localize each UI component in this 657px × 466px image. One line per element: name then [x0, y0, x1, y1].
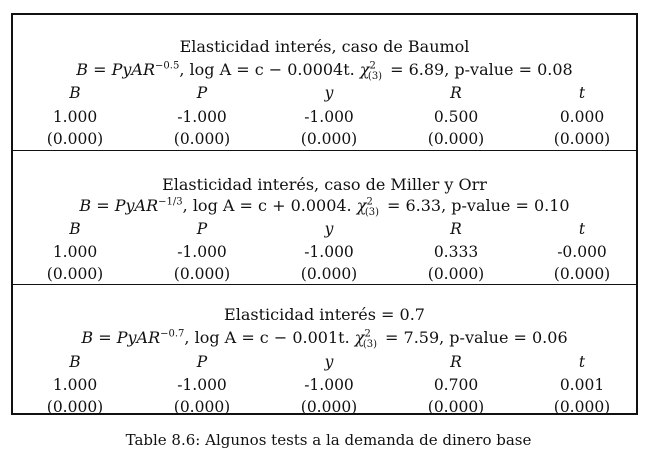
panel-formula: B = PyAR$^{-0.7}$, log A = c − 0.001t. $\chi^2_{(3)} = 7.59$, p-value = 0.06 [81, 328, 568, 351]
formula-stat: = 6.89, p-value = 0.08 [390, 60, 573, 79]
chi-square-symbol: $\chi^2_{(3)}$ [359, 60, 383, 83]
formula-rhs: PyAR [114, 196, 159, 215]
coefficient-value: 0.000 [559, 108, 605, 126]
variable-label: P [196, 220, 208, 238]
variable-label: y [324, 353, 334, 371]
coefficient-row [13, 375, 636, 396]
variable-label: B [69, 84, 81, 102]
coefficient-value: 1.000 [52, 376, 98, 394]
variable-header-row [13, 219, 636, 240]
std-error-value: (0.000) [553, 130, 611, 148]
variable-label: R [450, 84, 462, 102]
panel-title: Elasticidad interés, caso de Baumol [179, 37, 470, 56]
chi-square-symbol: $\chi^2_{(3)}$ [354, 328, 378, 351]
coefficient-value: -1.000 [304, 243, 354, 261]
coefficient-value: 1.000 [52, 243, 98, 261]
coefficient-value: -1.000 [177, 376, 227, 394]
coefficient-row [13, 242, 636, 263]
std-error-value: (0.000) [173, 265, 231, 283]
formula-lhs: B [76, 60, 89, 79]
formula-stat: = 7.59, p-value = 0.06 [385, 328, 568, 347]
formula-stat: = 6.33, p-value = 0.10 [386, 196, 570, 215]
formula-rhs: PyAR [111, 60, 156, 79]
formula-log-eq: log A = c − 0.0004t. [189, 60, 355, 79]
coefficient-value: 0.333 [433, 243, 479, 261]
formula-lhs: B [81, 328, 94, 347]
variable-label: t [578, 84, 586, 102]
std-error-value: (0.000) [553, 265, 611, 283]
variable-header-row [13, 83, 636, 104]
std-error-value: (0.000) [173, 130, 231, 148]
variable-header-row [13, 352, 636, 373]
coefficient-value: -1.000 [304, 108, 354, 126]
formula-exponent: −1/3 [158, 196, 183, 208]
panel-elasticity-07 [13, 285, 636, 416]
coefficient-value: 1.000 [52, 108, 98, 126]
std-error-row [13, 397, 636, 418]
coefficient-value: 0.001 [559, 376, 605, 394]
std-error-value: (0.000) [46, 130, 104, 148]
formula-log-eq: log A = c + 0.0004. [192, 196, 352, 215]
std-error-value: (0.000) [300, 398, 358, 416]
variable-label: P [196, 353, 208, 371]
variable-label: R [450, 353, 462, 371]
coefficient-value: -0.000 [557, 243, 607, 261]
std-error-value: (0.000) [300, 130, 358, 148]
coefficient-value: -1.000 [304, 376, 354, 394]
std-error-value: (0.000) [553, 398, 611, 416]
panel-formula: B = PyAR$^{-1/3}$, log A = c + 0.0004. $\chi^2_{(3)} = 6.33$, p-value = 0.10 [79, 196, 570, 219]
coefficient-value: -1.000 [177, 108, 227, 126]
formula-lhs: B [79, 196, 92, 215]
std-error-value: (0.000) [46, 265, 104, 283]
std-error-value: (0.000) [427, 398, 485, 416]
variable-label: t [578, 353, 586, 371]
panel-title: Elasticidad interés, caso de Miller y Orr [162, 175, 487, 194]
std-error-value: (0.000) [300, 265, 358, 283]
std-error-value: (0.000) [173, 398, 231, 416]
formula-log-eq: log A = c − 0.001t. [194, 328, 350, 347]
coefficient-value: -1.000 [177, 243, 227, 261]
table-caption: Table 8.6: Algunos tests a la demanda de dinero base [125, 431, 532, 449]
formula-rhs: PyAR [116, 328, 161, 347]
panel-title: Elasticidad interés = 0.7 [224, 305, 425, 324]
variable-label: y [324, 220, 334, 238]
panel-formula: B = PyAR$^{-0.5}$, log A = c − 0.0004t. $\chi^2_{(3)} = 6.89$, p-value = 0.08 [76, 60, 573, 83]
results-table [11, 13, 638, 415]
variable-label: B [69, 220, 81, 238]
coefficient-row [13, 107, 636, 128]
chi-square-symbol: $\chi^2_{(3)}$ [356, 196, 379, 219]
formula-exponent: −0.7 [160, 328, 185, 340]
variable-label: P [196, 84, 208, 102]
variable-label: t [578, 220, 586, 238]
std-error-row [13, 264, 636, 285]
std-error-value: (0.000) [46, 398, 104, 416]
coefficient-value: 0.500 [433, 108, 479, 126]
std-error-value: (0.000) [427, 130, 485, 148]
coefficient-value: 0.700 [433, 376, 479, 394]
std-error-value: (0.000) [427, 265, 485, 283]
variable-label: B [69, 353, 81, 371]
formula-exponent: −0.5 [155, 60, 180, 72]
std-error-row [13, 129, 636, 150]
variable-label: y [324, 84, 334, 102]
panel-baumol [13, 15, 636, 151]
variable-label: R [450, 220, 462, 238]
panel-miller-orr [13, 151, 636, 285]
